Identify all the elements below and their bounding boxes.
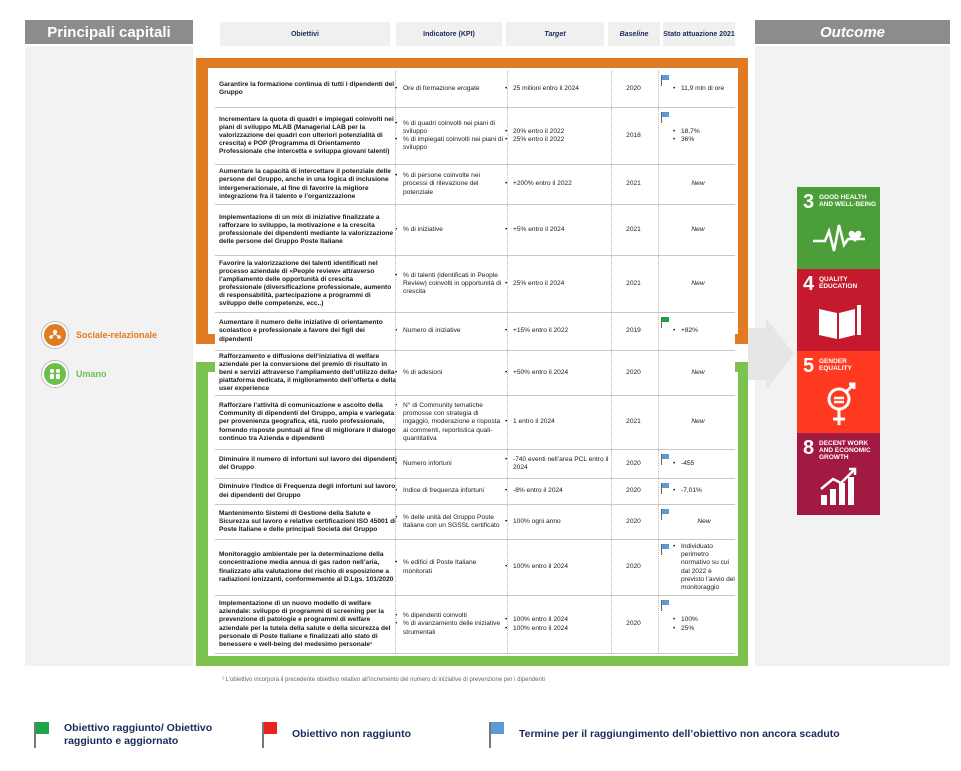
outcome-arrow [748,318,794,390]
green-frame-left [196,362,208,666]
kpi-item: • Ore di formazione erogate [395,85,480,93]
baseline-value: 2020 [626,563,641,571]
kpi-item: • % di iniziative [395,226,443,234]
kpi-cell [395,596,505,653]
kpi-item: • % di avanzamento delle iniziative strumentali [395,620,505,636]
target-cell [505,71,609,107]
column-divider [395,108,397,164]
column-divider [507,596,509,653]
target-cell [505,396,609,449]
target-cell [505,108,609,164]
orange-frame-top [196,58,748,68]
objective-cell [219,108,397,164]
target-item: • 25% entro il 2024 [505,280,564,288]
column-divider [658,165,660,204]
objective-text: Mantenimento Sistemi di Gestione della Salute e Sicurezza sul lavoro e relative certificazioni ISO 45001 di Poste Italiane e delle principali Società del Gruppo [219,509,397,534]
kpi-item: • % di impiegati coinvolti nei piani di sviluppo [395,136,505,152]
kpi-item: • % di adesioni [395,369,442,377]
blue-flag-icon [489,722,505,748]
column-divider [611,505,613,539]
target-cell [505,313,609,350]
people-icon [42,361,68,387]
target-item: • 25% entro il 2022 [505,136,564,144]
capital-label: Sociale-relazionale [76,330,158,340]
objective-text: Aumentare la capacità di intercettare il potenziale delle persone del Gruppo, anche in una logica di inclusione intergenerazionale, al fine di favorire la migliore integrazione fra il talento e l’organizzazione [219,168,391,200]
objective-cell [219,351,397,395]
kpi-cell [395,540,505,595]
column-divider [658,71,660,107]
status-item: • -455 [673,460,694,468]
status-cell [661,540,735,595]
target-cell [505,205,609,255]
blue-flag-icon [661,454,670,465]
target-item: • +50% entro il 2024 [505,369,568,377]
column-divider [611,256,613,312]
kpi-item: • Numero di iniziative [395,327,461,335]
baseline-cell [611,505,656,539]
baseline-cell [611,165,656,204]
target-cell [505,540,609,595]
orange-frame-left [196,58,208,344]
status-cell [661,256,735,312]
target-item: • -8% entro il 2024 [505,487,563,495]
baseline-value: 2020 [626,84,641,92]
status-item: • 36% [673,136,700,144]
baseline-value: 2018 [626,131,641,139]
column-divider [507,351,509,395]
baseline-cell [611,540,656,595]
column-divider [507,256,509,312]
column-divider [395,351,397,395]
objective-text: Favorire la valorizzazione dei talenti identificati nel processo aziendale di «People review» attraverso l’ampliamento delle opportunità di crescita professionale (diversificazione professionale, aumento di responsabilità, partecipazione a programmi di sviluppo delle competenze, ecc..) [219,259,392,308]
table-row [215,351,735,396]
column-divider [611,165,613,204]
kpi-cell [395,71,505,107]
kpi-item: • Numero infortuni [395,460,452,468]
column-divider [611,71,613,107]
baseline-cell [611,205,656,255]
baseline-value: 2021 [626,180,641,188]
column-divider [611,540,613,595]
table-row [215,71,735,108]
objective-text: Incrementare la quota di quadri e impiegati coinvolti nei piani di sviluppo MLAB (Managerial LAB per la valorizzazione dei quadri con ulteriori potenzialità di crescita) e POP (Programma di Orientamento Professionale che intercetta e sviluppa giovani talenti) [219,115,394,156]
table-row [215,596,735,654]
column-divider [395,450,397,478]
target-item: • +200% entro il 2022 [505,180,572,188]
baseline-value: 2021 [626,225,641,233]
objective-cell [219,396,397,449]
capital-label: Umano [76,369,107,379]
status-new: New [691,368,705,376]
legend-label: Obiettivo raggiunto/ Obiettivo raggiunto e aggiornato [64,722,213,748]
column-divider [395,479,397,504]
status-new: New [691,180,705,188]
column-divider [507,450,509,478]
column-divider [395,396,397,449]
capitals-panel [25,46,193,666]
status-item: • 25% [673,625,698,633]
target-cell [505,479,609,504]
objective-cell [219,596,397,653]
objective-text: Implementazione di un nuovo modello di welfare aziendale: sviluppo di programmi di screening per la prevenzione di patologie e programmi di welfare aziendale per la tutela della salute e della sicurezza del personale di Poste Italiane e finalizzati allo stato di benessere e well-being del medesimo personale¹ [219,600,391,648]
column-divider [658,108,660,164]
table-row [215,108,735,165]
orange-frame-right [738,58,748,344]
status-item: • 18,7% [673,128,700,136]
objective-text: Aumentare il numero delle iniziative di orientamento scolastico e professionale a favore dei figli dei dipendenti [219,319,383,343]
baseline-value: 2020 [626,487,641,495]
target-item: • 100% ogni anno [505,518,561,526]
objective-cell [219,450,397,478]
column-divider [395,165,397,204]
col-header-objectives: Obiettivi [220,22,390,46]
principal-capitals-header: Principali capitali [25,20,193,44]
baseline-value: 2020 [626,620,641,628]
target-cell [505,256,609,312]
baseline-cell [611,351,656,395]
table-row [215,505,735,540]
blue-flag-icon [661,509,670,520]
status-new: New [691,418,705,426]
status-new: New [691,225,705,233]
green-flag-icon [661,317,670,328]
baseline-value: 2021 [626,418,641,426]
column-divider [395,256,397,312]
objective-text: Rafforzare l’attività di comunicazione e ascolto della Community di dipendenti del Gruppo, ampia e variegata per provenienza geografica, età, ruolo professionale, fornendo risposte puntuali al fine di migliorare il dialogo continuo tra Azienda e dipendenti [219,402,396,442]
table-row [215,479,735,505]
table-row [215,540,735,596]
objective-text: Implementazione di un mix di iniziative finalizzate a rafforzare lo sviluppo, la motivazione e la crescita professionale dei dipendenti mediante la valorizzazione delle persone del Gruppo Poste Italiane [219,213,394,246]
kpi-cell [395,256,505,312]
green-frame-bottom [196,656,748,666]
status-item: • Individuato perimetro normativo su cui dal 2022 è previsto l’avvio del monitoraggio [673,543,735,591]
kpi-cell [395,313,505,350]
column-divider [611,596,613,653]
table-row [215,313,735,351]
sdg-8-tile: 8 DECENT WORK AND ECONOMIC GROWTH [797,433,880,515]
objective-cell [219,505,397,539]
column-divider [395,71,397,107]
column-divider [507,71,509,107]
column-divider [395,505,397,539]
table-row [215,256,735,313]
kpi-cell [395,165,505,204]
status-item: • 11,9 mln di ore [673,85,724,93]
column-divider [658,313,660,350]
blue-flag-icon [661,75,670,86]
baseline-cell [611,71,656,107]
column-divider [507,396,509,449]
baseline-cell [611,596,656,653]
green-flag-icon [34,722,50,748]
column-divider [507,108,509,164]
kpi-cell [395,396,505,449]
kpi-item: • % di persone coinvolte nei processi di rilevazione del potenziale [395,172,505,196]
status-cell [661,313,735,350]
status-cell [661,165,735,204]
kpi-cell [395,108,505,164]
column-divider [395,313,397,350]
baseline-value: 2020 [626,368,641,376]
green-frame-right [738,362,748,666]
status-item: • 100% [673,616,698,624]
column-divider [611,108,613,164]
kpi-cell [395,351,505,395]
kpi-cell [395,505,505,539]
column-divider [611,450,613,478]
social-network-icon [42,322,68,348]
objective-cell [219,313,397,350]
book-icon [815,303,863,341]
blue-flag-icon [661,544,670,555]
baseline-value: 2020 [626,517,641,525]
kpi-item: • % di quadri coinvolti nei piani di sviluppo [395,120,505,136]
objective-text: Diminuire l’Indice di Frequenza degli infortuni sul lavoro dei dipendenti del Gruppo [219,483,396,499]
baseline-cell [611,256,656,312]
kpi-cell [395,479,505,504]
blue-flag-icon [661,112,670,123]
baseline-cell [611,479,656,504]
objective-text: Garantire la formazione continua di tutti i dipendenti del Gruppo [219,80,395,96]
legend-label: Termine per il raggiungimento dell’obiettivo non ancora scaduto [519,728,840,740]
column-divider [611,313,613,350]
table-row [215,396,735,450]
baseline-cell [611,313,656,350]
status-cell [661,108,735,164]
legend-not-expired [489,722,909,748]
target-cell [505,450,609,478]
objective-cell [219,205,397,255]
baseline-cell [611,108,656,164]
baseline-value: 2020 [626,459,641,467]
baseline-value: 2021 [626,279,641,287]
column-divider [507,205,509,255]
heartbeat-icon [811,221,867,257]
target-cell [505,351,609,395]
column-divider [507,479,509,504]
status-new: New [697,517,711,525]
objective-text: Monitoraggio ambientale per la determinazione della concentrazione media annua di gas radon nell’aria, finalizzato alla valutazione del rischio di esposizione a radiazioni ionizzanti, conformemente al D.Lgs. 101/2020 [219,551,394,583]
legend-label: Obiettivo non raggiunto [292,728,411,740]
target-item: • 25 milioni entro il 2024 [505,85,579,93]
status-item: • +82% [673,327,698,335]
target-cell [505,505,609,539]
table-row [215,165,735,205]
column-divider [658,596,660,653]
legend-achieved [34,722,214,748]
kpi-cell [395,450,505,478]
objective-text: Diminuire il numero di infortuni sul lavoro dei dipendenti del Gruppo [219,455,397,471]
red-flag-icon [262,722,278,748]
sdg-3-tile: 3 GOOD HEALTH AND WELL-BEING [797,187,880,269]
objective-cell [219,479,397,504]
kpi-item: • % edifici di Poste Italiane monitorati [395,559,505,575]
col-header-baseline: Baseline [608,22,660,46]
status-cell [661,450,735,478]
footnote: ¹ L’obiettivo incorpora il precedente obiettivo relativo all’incremento del numero di iniziative di prevenzione per i dipendenti [222,677,545,683]
column-divider [507,505,509,539]
status-cell [661,479,735,504]
target-item: • 100% entro il 2024 [505,563,568,571]
target-cell [505,596,609,653]
column-divider [658,479,660,504]
status-cell [661,505,735,539]
kpi-item: • N° di Community tematiche promosse con strategia di ingaggio, moderazione e risposta ai commenti, reportistica quali-quantitativa [395,402,505,442]
kpi-item: • % delle unità del Gruppo Poste Italiane con un SGSSL certificato [395,514,505,530]
kpi-item: • Indice di frequenza infortuni [395,487,484,495]
column-divider [395,540,397,595]
column-divider [658,505,660,539]
status-cell [661,396,735,449]
status-cell [661,596,735,653]
legend-not-achieved [262,722,462,748]
blue-flag-icon [661,600,670,611]
column-divider [658,351,660,395]
column-divider [658,540,660,595]
status-new: New [691,279,705,287]
gender-icon [821,381,857,427]
target-item: • 100% entro il 2024 [505,616,568,624]
kpi-item: • % dipendenti coinvolti [395,612,505,620]
status-cell [661,205,735,255]
capital-sociale-relazionale [42,322,157,348]
objective-cell [219,256,397,312]
column-divider [507,540,509,595]
status-cell [661,351,735,395]
kpi-item: • % di talenti (identificati in People Review) coinvolti in opportunità di crescita [395,272,505,296]
col-header-status: Stato attuazione 2021 [663,22,735,46]
table-row [215,205,735,256]
objective-cell [219,540,397,595]
column-divider [658,450,660,478]
column-divider [611,205,613,255]
target-item: • 20% entro il 2022 [505,128,564,136]
target-item: • 100% entro il 2024 [505,625,568,633]
column-divider [611,479,613,504]
growth-chart-icon [817,467,861,507]
target-item: • -740 eventi nell’area PCL entro il 2024 [505,456,609,472]
column-divider [507,165,509,204]
objective-text: Rafforzamento e diffusione dell’iniziativa di welfare aziendale per la conversione del premio di risultato in beni e servizi attraverso l’ampliamento dell’utilizzo della piattaforma dedicata, il miglioramento dell’offerta e della user experience [219,352,396,393]
outcome-header: Outcome [755,20,950,44]
target-item: • 1 entro il 2024 [505,418,555,426]
column-divider [611,396,613,449]
column-divider [507,313,509,350]
objective-cell [219,165,397,204]
objective-cell [219,71,397,107]
col-header-kpi: Indicatore (KPI) [396,22,502,46]
kpi-cell [395,205,505,255]
table-row [215,450,735,479]
status-cell [661,71,735,107]
blue-flag-icon [661,483,670,494]
baseline-value: 2019 [626,327,641,335]
baseline-cell [611,450,656,478]
column-divider [611,351,613,395]
target-item: • +15% entro il 2022 [505,327,568,335]
sdg-5-tile: 5 GENDER EQUALITY [797,351,880,433]
target-item: • +5% entro il 2024 [505,226,565,234]
sdg-4-tile: 4 QUALITY EDUCATION [797,269,880,351]
capital-umano [42,361,107,387]
column-divider [658,256,660,312]
column-divider [395,205,397,255]
target-cell [505,165,609,204]
status-item: • -7,01% [673,487,702,495]
col-header-target: Target [506,22,604,46]
column-divider [395,596,397,653]
column-divider [658,205,660,255]
column-divider [658,396,660,449]
baseline-cell [611,396,656,449]
